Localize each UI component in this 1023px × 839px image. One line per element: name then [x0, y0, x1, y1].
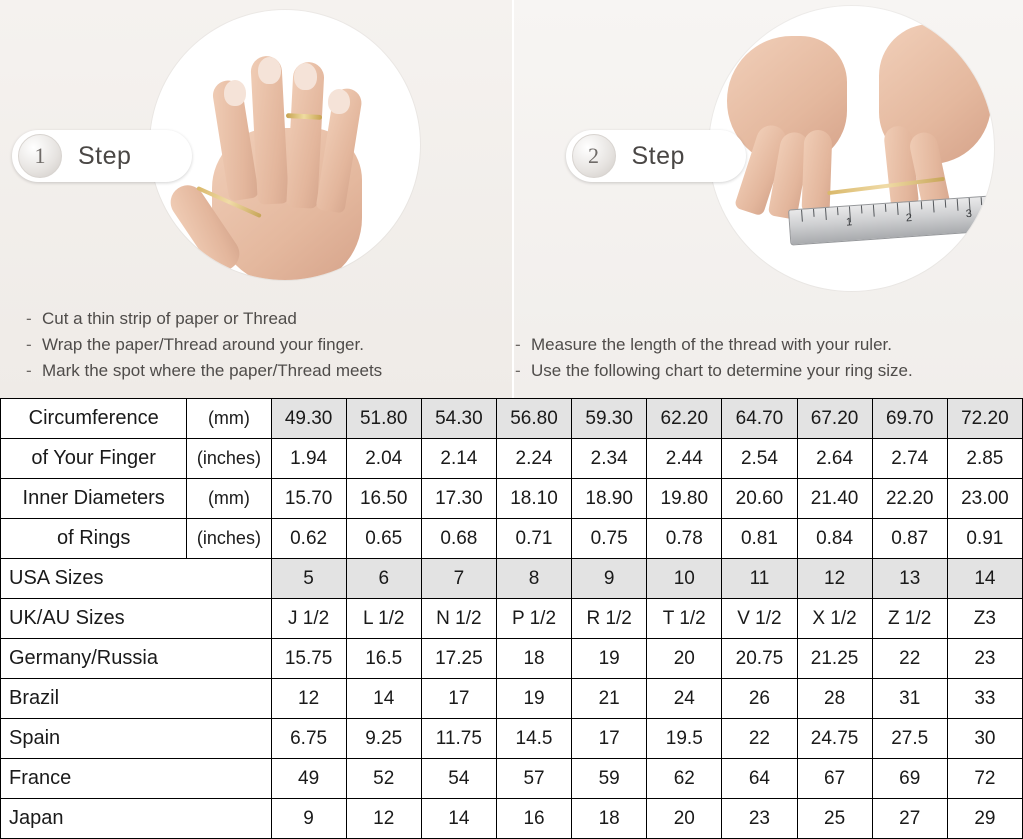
dash-marker: -: [515, 358, 531, 384]
step-2-number: 2: [572, 134, 616, 178]
cell: 51.80: [346, 399, 421, 439]
cell: 23.00: [947, 479, 1022, 519]
cell: 15.70: [271, 479, 346, 519]
row-label-diameter-1: Inner Diameters: [1, 479, 187, 519]
cell: J 1/2: [271, 599, 346, 639]
cell: 24: [647, 679, 722, 719]
cell: 21: [572, 679, 647, 719]
cell: 23: [722, 799, 797, 839]
cell: 9.25: [346, 719, 421, 759]
cell: 20: [647, 639, 722, 679]
cell: 18: [496, 639, 571, 679]
cell: 1.94: [271, 439, 346, 479]
cell: 17: [421, 679, 496, 719]
cell: 10: [647, 559, 722, 599]
cell: 54: [421, 759, 496, 799]
row-label-circumference-1: Circumference: [1, 399, 187, 439]
cell: 0.68: [421, 519, 496, 559]
list-item: [26, 306, 498, 332]
cell: 18.90: [572, 479, 647, 519]
cell: 2.54: [722, 439, 797, 479]
cell: 67.20: [797, 399, 872, 439]
cell: 62.20: [647, 399, 722, 439]
cell: 18: [572, 799, 647, 839]
cell: L 1/2: [346, 599, 421, 639]
unit-mm: (mm): [187, 399, 271, 439]
table-row: [1, 599, 1023, 639]
cell: 14: [947, 559, 1022, 599]
cell: 17: [572, 719, 647, 759]
cell: 29: [947, 799, 1022, 839]
unit-inches: (inches): [187, 439, 271, 479]
bullet-text: Wrap the paper/Thread around your finger.: [42, 335, 364, 354]
cell: 11: [722, 559, 797, 599]
list-item: [515, 332, 1005, 358]
cell: 13: [872, 559, 947, 599]
step-2-bullets: [515, 332, 1005, 384]
cell: 19.80: [647, 479, 722, 519]
cell: 0.71: [496, 519, 571, 559]
cell: 25: [797, 799, 872, 839]
row-label-uk-au: UK/AU Sizes: [1, 599, 272, 639]
cell: 16: [496, 799, 571, 839]
cell: 27: [872, 799, 947, 839]
cell: 20.60: [722, 479, 797, 519]
cell: 0.65: [346, 519, 421, 559]
cell: 0.62: [271, 519, 346, 559]
cell: P 1/2: [496, 599, 571, 639]
cell: 12: [271, 679, 346, 719]
cell: 2.74: [872, 439, 947, 479]
cell: 49.30: [271, 399, 346, 439]
cell: 0.91: [947, 519, 1022, 559]
cell: 28: [797, 679, 872, 719]
row-label-usa: USA Sizes: [1, 559, 272, 599]
table-row: [1, 559, 1023, 599]
cell: 57: [496, 759, 571, 799]
cell: 23: [947, 639, 1022, 679]
row-label-diameter-2: of Rings: [1, 519, 187, 559]
cell: 24.75: [797, 719, 872, 759]
cell: 0.75: [572, 519, 647, 559]
cell: 33: [947, 679, 1022, 719]
list-item: [515, 358, 1005, 384]
cell: 31: [872, 679, 947, 719]
step-2-label: Step: [632, 142, 685, 171]
bullet-text: Measure the length of the thread with your ruler.: [531, 335, 892, 354]
step-1-bullets: [26, 306, 498, 384]
table-row: [1, 679, 1023, 719]
table-row: [1, 399, 1023, 439]
cell: 54.30: [421, 399, 496, 439]
cell: 2.04: [346, 439, 421, 479]
cell: 2.85: [947, 439, 1022, 479]
cell: 6.75: [271, 719, 346, 759]
row-label-japan: Japan: [1, 799, 272, 839]
cell: 69: [872, 759, 947, 799]
cell: 2.44: [647, 439, 722, 479]
cell: 8: [496, 559, 571, 599]
cell: 19: [496, 679, 571, 719]
table-row: [1, 519, 1023, 559]
cell: 0.81: [722, 519, 797, 559]
bullet-text: Use the following chart to determine your ring size.: [531, 361, 913, 380]
cell: 14.5: [496, 719, 571, 759]
table-row: [1, 439, 1023, 479]
cell: 59: [572, 759, 647, 799]
cell: 26: [722, 679, 797, 719]
cell: 18.10: [496, 479, 571, 519]
row-label-spain: Spain: [1, 719, 272, 759]
table-row: [1, 759, 1023, 799]
cell: 59.30: [572, 399, 647, 439]
cell: 12: [346, 799, 421, 839]
cell: 69.70: [872, 399, 947, 439]
cell: 7: [421, 559, 496, 599]
cell: 72.20: [947, 399, 1022, 439]
cell: X 1/2: [797, 599, 872, 639]
step-2-photo: [709, 6, 994, 291]
row-label-france: France: [1, 759, 272, 799]
row-label-circumference-2: of Your Finger: [1, 439, 187, 479]
cell: 9: [572, 559, 647, 599]
cell: 22: [872, 639, 947, 679]
cell: 0.84: [797, 519, 872, 559]
cell: 64.70: [722, 399, 797, 439]
cell: 64: [722, 759, 797, 799]
cell: Z 1/2: [872, 599, 947, 639]
cell: 2.24: [496, 439, 571, 479]
cell: 20.75: [722, 639, 797, 679]
cell: 17.30: [421, 479, 496, 519]
cell: 49: [271, 759, 346, 799]
cell: 0.78: [647, 519, 722, 559]
step-1-panel: [0, 0, 512, 398]
dash-marker: -: [26, 306, 42, 332]
list-item: [26, 358, 498, 384]
cell: 67: [797, 759, 872, 799]
cell: 16.50: [346, 479, 421, 519]
cell: 56.80: [496, 399, 571, 439]
cell: T 1/2: [647, 599, 722, 639]
cell: 16.5: [346, 639, 421, 679]
cell: N 1/2: [421, 599, 496, 639]
cell: 2.14: [421, 439, 496, 479]
cell: 30: [947, 719, 1022, 759]
row-label-brazil: Brazil: [1, 679, 272, 719]
cell: 0.87: [872, 519, 947, 559]
unit-mm: (mm): [187, 479, 271, 519]
step-2-badge: [566, 130, 746, 182]
cell: V 1/2: [722, 599, 797, 639]
cell: 6: [346, 559, 421, 599]
step-1-number: 1: [18, 134, 62, 178]
table-row: [1, 479, 1023, 519]
cell: 19.5: [647, 719, 722, 759]
bullet-text: Mark the spot where the paper/Thread meets: [42, 361, 382, 380]
cell: 27.5: [872, 719, 947, 759]
cell: 5: [271, 559, 346, 599]
table-row: [1, 639, 1023, 679]
dash-marker: -: [26, 358, 42, 384]
dash-marker: -: [26, 332, 42, 358]
hand-with-ruler-illustration: [709, 6, 994, 291]
cell: 17.25: [421, 639, 496, 679]
cell: 15.75: [271, 639, 346, 679]
cell: 20: [647, 799, 722, 839]
cell: 2.64: [797, 439, 872, 479]
hand-illustration: [150, 10, 420, 280]
cell: 2.34: [572, 439, 647, 479]
dash-marker: -: [515, 332, 531, 358]
cell: 72: [947, 759, 1022, 799]
cell: 62: [647, 759, 722, 799]
steps-section: [0, 0, 1023, 398]
cell: 52: [346, 759, 421, 799]
cell: Z3: [947, 599, 1022, 639]
cell: 21.25: [797, 639, 872, 679]
cell: 14: [421, 799, 496, 839]
cell: 22.20: [872, 479, 947, 519]
table-row: [1, 719, 1023, 759]
ruler-number: 2: [905, 212, 912, 224]
cell: 21.40: [797, 479, 872, 519]
cell: 9: [271, 799, 346, 839]
cell: 11.75: [421, 719, 496, 759]
cell: 19: [572, 639, 647, 679]
cell: 12: [797, 559, 872, 599]
ruler-number: 3: [965, 208, 972, 220]
ruler-number: 1: [845, 216, 852, 228]
row-label-germany-russia: Germany/Russia: [1, 639, 272, 679]
bullet-text: Cut a thin strip of paper or Thread: [42, 309, 297, 328]
cell: R 1/2: [572, 599, 647, 639]
cell: 14: [346, 679, 421, 719]
step-1-badge: [12, 130, 192, 182]
list-item: [26, 332, 498, 358]
table-row: [1, 799, 1023, 839]
cell: 22: [722, 719, 797, 759]
step-1-photo: [150, 10, 420, 280]
ring-size-conversion-table: [0, 398, 1023, 839]
unit-inches: (inches): [187, 519, 271, 559]
step-1-label: Step: [78, 142, 131, 171]
